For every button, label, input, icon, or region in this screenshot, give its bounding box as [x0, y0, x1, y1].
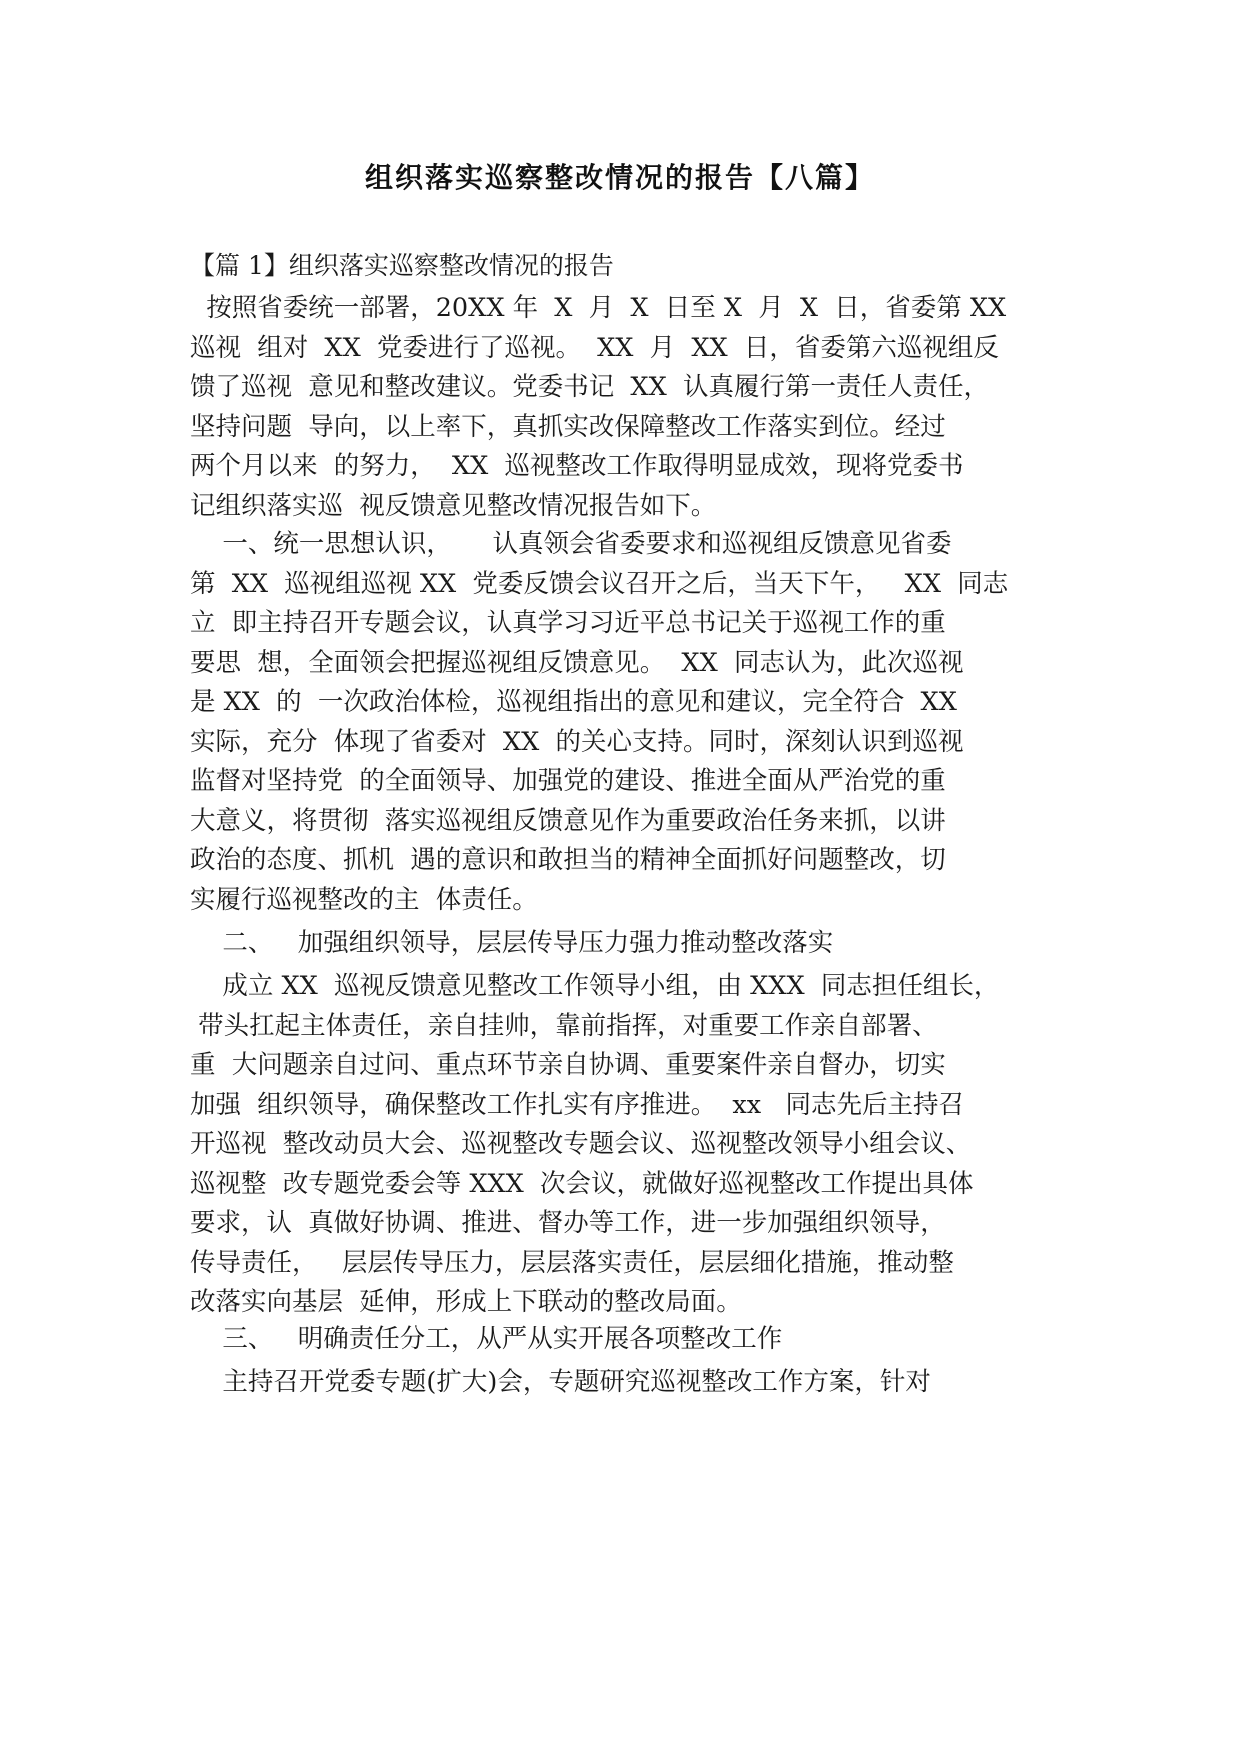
paragraph-line: 巡视整 改专题党委会等 XXX 次会议，就做好巡视整改工作提出具体: [190, 1168, 974, 1199]
paragraph-line: 巡视 组对 XX 党委进行了巡视。 XX 月 XX 日，省委第六巡视组反: [190, 332, 999, 363]
section-heading: 【篇 1】组织落实巡察整改情况的报告: [190, 251, 614, 280]
part-three-heading: [190, 1320, 1060, 1360]
part-one-paragraph: [190, 525, 1060, 920]
part-three-paragraph: [190, 1363, 1060, 1403]
part-two-heading: [190, 924, 1060, 964]
paragraph-line: 两个月以来 的努力， XX 巡视整改工作取得明显成效，现将党委书: [190, 451, 964, 481]
intro-paragraph: [190, 289, 1060, 526]
part-three-heading-text: 三、 明确责任分工，从严从实开展各项整改工作: [190, 1324, 783, 1354]
paragraph-line: 成立 XX 巡视反馈意见整改工作领导小组，由 XXX 同志担任组长，: [190, 971, 1000, 1001]
paragraph-line: 加强 组织领导，确保整改工作扎实有序推进。 xx 同志先后主持召: [190, 1089, 965, 1120]
paragraph-line: 开巡视 整改动员大会、巡视整改专题会议、巡视整改领导小组会议、: [190, 1129, 972, 1159]
paragraph-line: 主持召开党委专题(扩大)会，专题研究巡视整改工作方案，针对: [190, 1367, 931, 1397]
part-two-heading-text: 二、 加强组织领导，层层传导压力强力推动整改落实: [190, 928, 834, 958]
document-title: 组织落实巡察整改情况的报告【八篇】: [364, 161, 875, 194]
paragraph-line: 是 XX 的 一次政治体检，巡视组指出的意见和建议，完全符合 XX: [190, 687, 957, 717]
paragraph-line: 记组织落实巡 视反馈意见整改情况报告如下。: [190, 490, 717, 521]
paragraph-line: 一、统一思想认识， 认真领会省委要求和巡视组反馈意见省委: [190, 529, 952, 559]
paragraph-line: 重 大问题亲自过问、重点环节亲自协调、重要案件亲自督办，切实: [190, 1050, 946, 1080]
paragraph-line: 馈了巡视 意见和整改建议。党委书记 XX 认真履行第一责任人责任，: [190, 372, 989, 402]
paragraph-line: 实际，充分 体现了省委对 XX 的关心支持。同时，深刻认识到巡视: [190, 726, 964, 757]
paragraph-line: 要求，认 真做好协调、推进、督办等工作，进一步加强组织领导，: [190, 1208, 946, 1238]
paragraph-line: 改落实向基层 延伸，形成上下联动的整改局面。: [190, 1287, 742, 1317]
paragraph-line: 带头扛起主体责任，亲自挂帅，靠前指挥，对重要工作亲自部署、: [190, 1010, 938, 1041]
paragraph-line: 监督对坚持党 的全面领导、加强党的建设、推进全面从严治党的重: [190, 766, 946, 796]
paragraph-line: 要思 想，全面领会把握巡视组反馈意见。 XX 同志认为，此次巡视: [190, 647, 964, 678]
paragraph-line: 传导责任， 层层传导压力，层层落实责任，层层细化措施，推动整: [190, 1247, 954, 1278]
part-two-paragraph: [190, 967, 1060, 1323]
paragraph-line: 第 XX 巡视组巡视 XX 党委反馈会议召开之后，当天下午， XX 同志: [190, 568, 1009, 599]
paragraph-line: 按照省委统一部署，20XX 年 X 月 X 日至 X 月 X 日，省委第 XX: [190, 293, 1007, 323]
paragraph-line: 立 即主持召开专题会议，认真学习习近平总书记关于巡视工作的重: [190, 608, 946, 638]
paragraph-line: 大意义，将贯彻 落实巡视组反馈意见作为重要政治任务来抓，以讲: [190, 805, 946, 836]
paragraph-line: 政治的态度、抓机 遇的意识和敢担当的精神全面抓好问题整改，切: [190, 845, 946, 875]
paragraph-line: 坚持问题 导向，以上率下，真抓实改保障整改工作落实到位。经过: [190, 411, 946, 442]
paragraph-line: 实履行巡视整改的主 体责任。: [190, 884, 538, 915]
